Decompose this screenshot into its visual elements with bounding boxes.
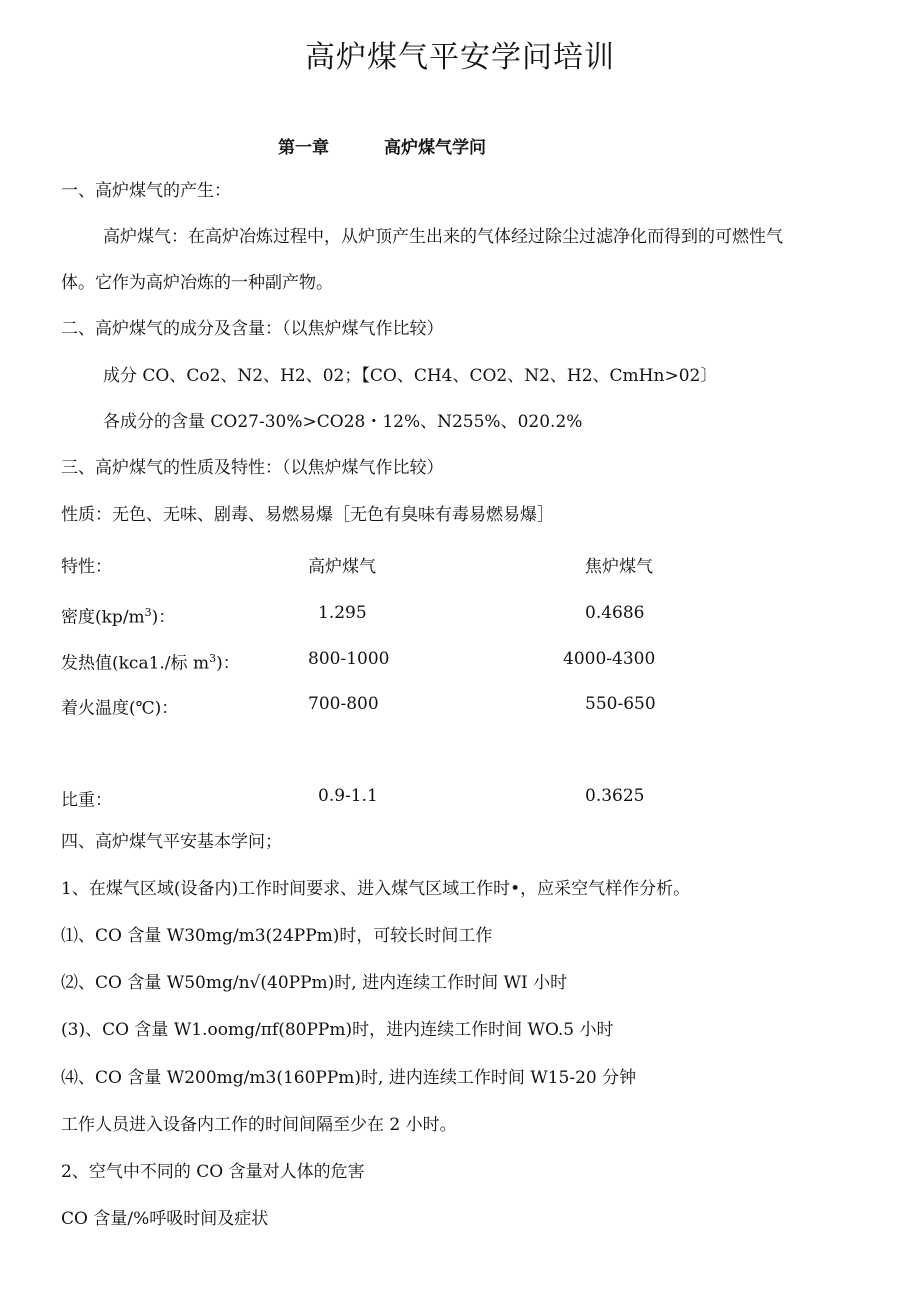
section2-heading: 二、高炉煤气的成分及含量：（以焦炉煤气作比较） (61, 319, 444, 339)
section3-heading: 三、高炉煤气的性质及特性：（以焦炉煤气作比较） (61, 458, 444, 478)
row-label: 着火温度(℃)： (61, 698, 179, 719)
row-label: 发热值(kca1./标 $m^3$)： (61, 652, 240, 674)
row-coke-value: 550-650 (585, 694, 656, 714)
section4-sub2: ⑵、CO 含量 W50mg/n√(40PPm)时, 进内连续工作时间 WI 小时 (61, 973, 568, 993)
section4-item2-header: CO 含量/%呼吸时间及症状 (61, 1209, 269, 1229)
section4-item2: 2、空气中不同的 CO 含量对人体的危害 (61, 1162, 365, 1182)
section2-contents: 各成分的含量 CO27-30%>CO28・12%、N255%、020.2% (103, 412, 583, 432)
section4-item1: 1、在煤气区域(设备内)工作时间要求、进入煤气区域工作时•，应采空气样作分析。 (61, 879, 691, 899)
row-coke-value: 0.3625 (585, 786, 645, 806)
section4-interval: 工作人员进入设备内工作的时间间隔至少在 2 小时。 (61, 1115, 457, 1135)
row-blast-value: 1.295 (318, 603, 367, 623)
row-coke-value: 4000-4300 (563, 649, 656, 669)
row-label: 密度$(kp/m^3)$： (61, 606, 176, 628)
section4-heading: 四、高炉煤气平安基本学问； (61, 832, 282, 852)
table-header-coke: 焦炉煤气 (585, 557, 653, 577)
section1-paragraph-line2: 体。它作为高炉冶炼的一种副产物。 (61, 273, 333, 293)
section4-sub1: ⑴、CO 含量 W30mg/m3(24PPm)时，可较长时间工作 (61, 926, 493, 946)
row-coke-value: 0.4686 (585, 603, 645, 623)
section1-paragraph-line1: 高炉煤气：在高炉冶炼过程中，从炉顶产生出来的气体经过除尘过滤净化而得到的可燃性气 (103, 227, 783, 247)
section2-components: 成分 CO、Co2、N2、H2、02；【CO、CH4、CO2、N2、H2、CmHn>02〕 (103, 366, 718, 386)
section3-nature: 性质：无色、无味、剧毒、易燃易爆［无色有臭味有毒易燃易爆］ (61, 505, 554, 525)
table-header-blast: 高炉煤气 (308, 557, 376, 577)
chapter-label: 第一章 (278, 138, 329, 158)
row-label: 比重： (61, 790, 112, 811)
chapter-name: 高炉煤气学问 (384, 138, 486, 158)
table-header-label: 特性： (61, 557, 112, 577)
section1-heading: 一、高炉煤气的产生： (61, 181, 231, 201)
chapter-heading (278, 133, 486, 158)
row-blast-value: 0.9-1.1 (318, 786, 378, 806)
section4-sub4: ⑷、CO 含量 W200mg/m3(160PPm)时, 进内连续工作时间 W15-20 分钟 (61, 1068, 637, 1088)
row-blast-value: 700-800 (308, 694, 379, 714)
section4-sub3: (3)、CO 含量 W1.oomg/πf(80PPm)时，进内连续工作时间 WO.5 小时 (61, 1020, 614, 1040)
row-blast-value: 800-1000 (308, 649, 390, 669)
page-title: 高炉煤气平安学问培训 (305, 40, 615, 75)
